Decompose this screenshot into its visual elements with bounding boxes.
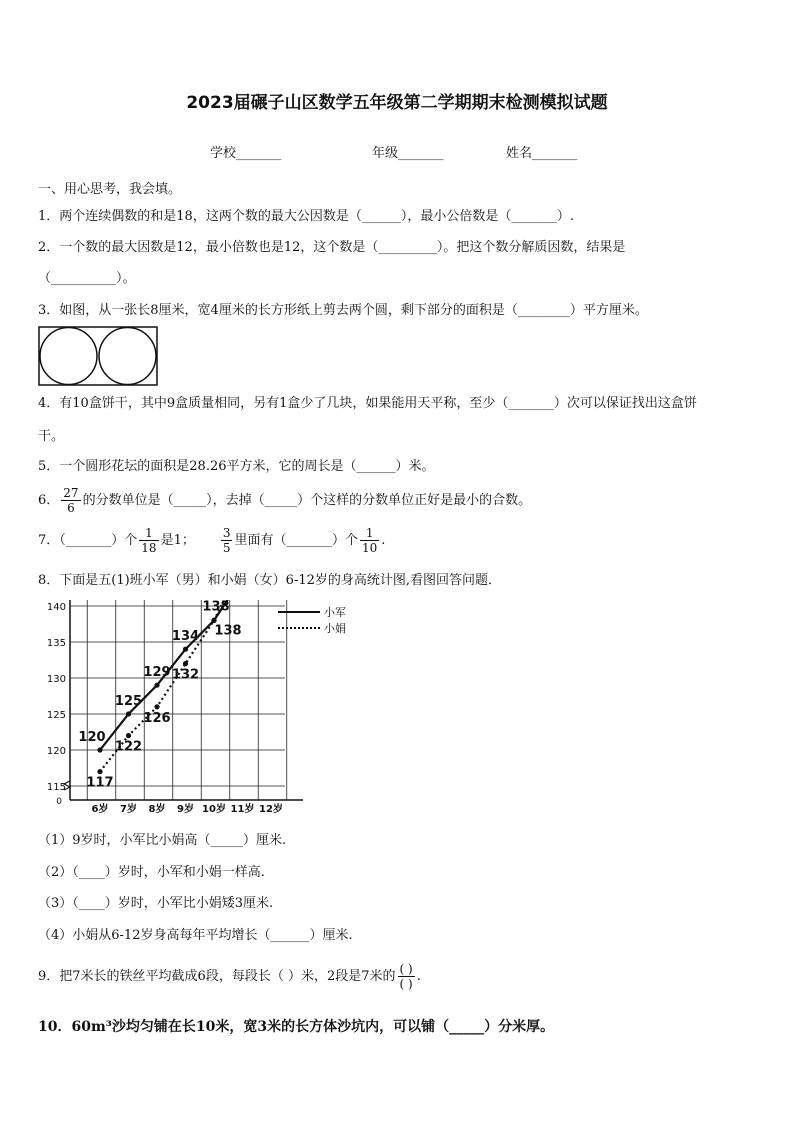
x-tick-label: 12岁 — [259, 804, 283, 815]
data-point — [126, 733, 131, 738]
fraction-1-10 — [360, 526, 379, 555]
question-6-prefix: 6． — [38, 493, 60, 508]
question-4-cont: 干。 — [38, 429, 65, 444]
question-8-3: （3）（____）岁时，小军比小娟矮3厘米. — [38, 896, 274, 911]
data-label: 138 — [202, 600, 230, 615]
fraction-1-18 — [139, 526, 158, 555]
question-10: 10．60m³沙均匀铺在长10米，宽3米的长方体沙坑内，可以铺（_____）分米厚。 — [38, 1019, 555, 1035]
fraction-blank — [398, 962, 415, 991]
fraction-numerator: 3 — [222, 526, 231, 540]
data-point — [154, 704, 159, 709]
question-9 — [38, 962, 421, 991]
data-label: 126 — [143, 710, 171, 726]
data-point — [154, 683, 159, 688]
data-label: 120 — [78, 730, 106, 745]
x-tick-label: 9岁 — [177, 804, 194, 815]
fraction-numerator: ( ) — [399, 962, 413, 976]
y-tick-label: 130 — [46, 674, 66, 685]
x-tick-label: 6岁 — [91, 804, 109, 815]
question-7 — [38, 526, 385, 555]
height-line-chart — [30, 600, 400, 822]
page-title: 2023届碾子山区数学五年级第二学期期末检测模拟试题 — [186, 93, 608, 113]
question-7-part4: . — [381, 533, 386, 548]
question-9-text: 9．把7米长的铁丝平均截成6段，每段长（ ）米，2段是7米的 — [38, 969, 396, 984]
x-tick-label: 8岁 — [148, 804, 166, 815]
question-6-text: 的分数单位是（_____），去掉（_____）个这样的分数单位正好是最小的合数。 — [82, 493, 532, 508]
x-tick-label: 10岁 — [202, 804, 226, 815]
fraction-numerator: 27 — [63, 486, 79, 500]
fraction-denominator: 18 — [141, 541, 157, 555]
question-6 — [38, 486, 531, 515]
data-label: 132 — [171, 667, 200, 683]
question-8-2: （2）（____）岁时，小军和小娟一样高. — [38, 865, 265, 880]
data-label: 117 — [86, 775, 114, 791]
data-point — [97, 769, 102, 774]
y-tick-label: 140 — [46, 602, 66, 613]
y-tick-label: 135 — [46, 638, 66, 649]
fraction-denominator: 6 — [67, 501, 75, 515]
fraction-denominator: 10 — [362, 541, 378, 555]
question-7-part3: 里面有（_______）个 — [234, 533, 358, 548]
question-1: 1．两个连续偶数的和是18，这两个数的最大公因数是（______），最小公倍数是（_______）. — [38, 209, 574, 224]
grade-field: 年级_______ — [372, 146, 444, 161]
fraction-numerator: 1 — [360, 526, 379, 541]
rectangle-two-circles-figure — [38, 326, 158, 386]
data-point — [126, 711, 131, 716]
fraction-numerator: 1 — [139, 526, 158, 541]
legend-label: 小娟 — [324, 622, 346, 635]
fraction-3-5 — [221, 526, 233, 555]
question-8-4: （4）小娟从6-12岁身高每年平均增长（______）厘米. — [38, 928, 353, 943]
origin-label: 0 — [56, 797, 62, 807]
data-label: 129 — [143, 665, 171, 681]
data-label: 122 — [114, 739, 143, 755]
y-tick-label: 120 — [46, 746, 66, 757]
name-field: 姓名_______ — [506, 146, 578, 161]
legend-label: 小军 — [324, 606, 346, 619]
fraction-denominator: 5 — [222, 541, 231, 555]
data-label: 125 — [114, 694, 143, 709]
fraction-denominator: ( ) — [399, 977, 413, 991]
data-point — [211, 618, 216, 623]
question-2: 2．一个数的最大因数是12，最小倍数也是12，这个数是（_________）。把这个数分解质因数，结果是 — [38, 240, 626, 255]
x-tick-label: 11岁 — [230, 804, 255, 815]
data-label: 134 — [171, 629, 200, 645]
data-point — [183, 661, 188, 666]
section-heading: 一、用心思考，我会填。 — [38, 182, 182, 197]
question-3: 3．如图，从一张长8厘米，宽4厘米的长方形纸上剪去两个圆，剩下部分的面积是（________）平方厘米。 — [38, 303, 648, 318]
x-tick-label: 7岁 — [120, 804, 137, 815]
question-4: 4．有10盒饼干，其中9盒质量相同，另有1盒少了几块，如果能用天平称，至少（_______）次可以保证找出这盒饼 — [38, 396, 697, 411]
data-label: 138 — [214, 623, 242, 639]
question-2-cont: （__________）。 — [38, 271, 136, 286]
data-point — [97, 747, 102, 752]
question-7-part1: 7．（_______）个 — [38, 533, 138, 548]
question-7-part2: 是1； — [160, 533, 195, 548]
school-field: 学校_______ — [210, 146, 282, 161]
question-8: 8．下面是五(1)班小军（男）和小娟（女）6-12岁的身高统计图,看图回答问题． — [38, 573, 502, 588]
question-8-1: （1）9岁时，小军比小娟高（_____）厘米. — [38, 833, 287, 848]
y-tick-label: 125 — [46, 710, 66, 721]
y-tick-label: 115 — [46, 782, 66, 793]
question-5: 5．一个圆形花坛的面积是28.26平方米，它的周长是（______）米。 — [38, 459, 435, 474]
data-point — [183, 647, 188, 652]
fraction-27-6 — [61, 486, 80, 515]
question-9-end: . — [416, 969, 421, 984]
